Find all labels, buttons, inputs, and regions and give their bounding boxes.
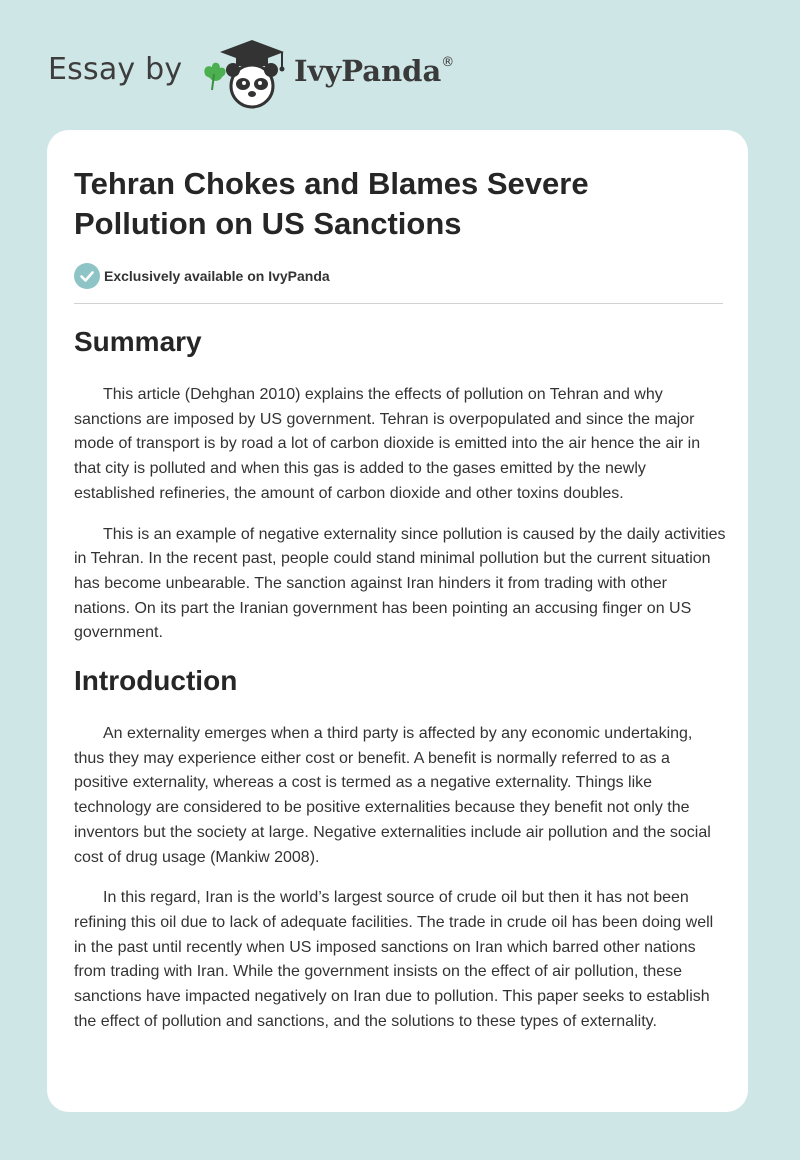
panda-logo-icon [200, 34, 290, 110]
section-heading-summary: Summary [74, 326, 202, 357]
check-circle-icon [74, 263, 100, 289]
paragraph: This is an example of negative externality since pollution is caused by the daily activities in Tehran. In the recent past, people could stand minimal pollution but the current situation has become unbearable. The sanction against Iran hinders it from trading with other nations. On its part the Iranian government has been pointing an accusing finger on US government. [74, 525, 726, 642]
brand-name: IvyPanda® [294, 54, 455, 88]
page-title: Tehran Chokes and Blames Severe Pollution on US Sanctions [74, 166, 589, 241]
divider [74, 303, 723, 304]
paragraph: In this regard, Iran is the world’s largest source of crude oil but then it has not been refining this oil due to lack of adequate facilities. The trade in crude oil has been doing well in the past until recently when US imposed sanctions on Iran which barred other nations from trading with Iran. While the government insists on the effect of air pollution, these sanctions have impacted negatively on Iran due to pollution. This paper seeks to establish the effect of pollution and sanctions, and the solutions to these types of externality. [74, 889, 714, 1030]
paragraph: An externality emerges when a third party is affected by any economic undertaking, thus they may experience either cost or benefit. A benefit is normally referred to as a positive externality, whereas a cost is termed as a negative externality. Things like technology are considered to be positive externalities because they benefit not only the inventors but the society at large. Negative externalities include air pollution and the social cost of drug usage (Mankiw 2008). [74, 725, 711, 866]
badge-label: Exclusively available on IvyPanda [104, 268, 330, 284]
brand-prefix: Essay by [48, 52, 183, 87]
section-heading-introduction: Introduction [74, 665, 238, 697]
paragraph: This article (Dehghan 2010) explains the effects of pollution on Tehran and why sanctions are imposed by US government. Tehran is overpopulated and since the major mode of transport is by road a lot of carbon dioxide is emitted into the air hence the air in that city is polluted and when this gas is added to the gases emitted by the newly established refineries, the amount of carbon dioxide and other toxins doubles. [74, 386, 701, 502]
essay-card [47, 130, 748, 1112]
site-header-brand[interactable] [48, 34, 508, 114]
article-body [74, 323, 726, 1050]
